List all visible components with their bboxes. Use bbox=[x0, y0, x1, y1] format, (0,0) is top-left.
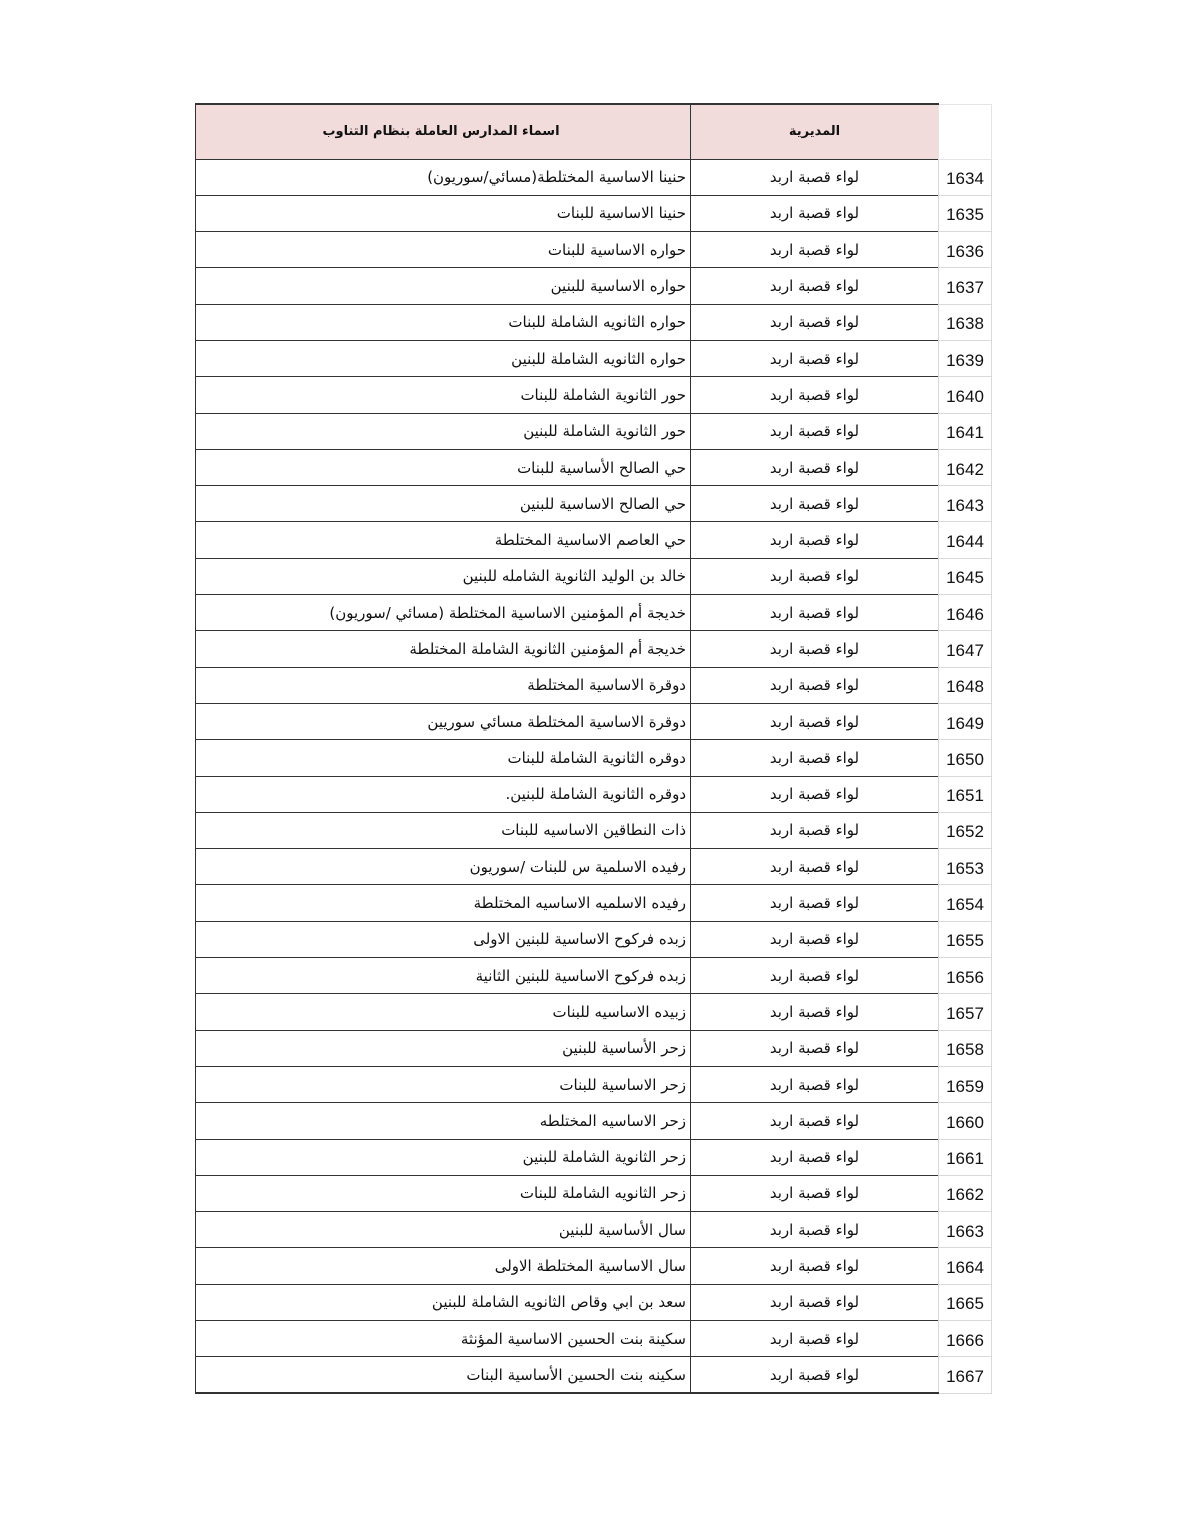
header-school-name: اسماء المدارس العاملة بنظام التناوب bbox=[196, 104, 691, 159]
school-name-cell: حي الصالح الاساسية للبنين bbox=[196, 486, 691, 522]
directorate-cell: لواء قصبة اربد bbox=[691, 195, 939, 231]
row-number: 1642 bbox=[939, 449, 992, 485]
directorate-cell: لواء قصبة اربد bbox=[691, 703, 939, 739]
school-name-cell: خديجة أم المؤمنين الثانوية الشاملة المختلطة bbox=[196, 631, 691, 667]
table-row bbox=[196, 740, 992, 776]
row-number: 1653 bbox=[939, 849, 992, 885]
row-number: 1658 bbox=[939, 1030, 992, 1066]
header-number bbox=[939, 104, 992, 159]
row-number: 1644 bbox=[939, 522, 992, 558]
school-name-cell: حي الصالح الأساسية للبنات bbox=[196, 449, 691, 485]
table-body bbox=[196, 159, 992, 1393]
school-name-cell: دوقره الثانوية الشاملة للبنات bbox=[196, 740, 691, 776]
table-row bbox=[196, 195, 992, 231]
school-name-cell: زبيده الاساسيه للبنات bbox=[196, 994, 691, 1030]
school-name-cell: زحر الاساسية للبنات bbox=[196, 1066, 691, 1102]
row-number: 1641 bbox=[939, 413, 992, 449]
school-name-cell: رفيده الاسلمية س للبنات /سوريون bbox=[196, 849, 691, 885]
school-name-cell: حواره الاساسية للبنين bbox=[196, 268, 691, 304]
row-number: 1634 bbox=[939, 159, 992, 195]
school-name-cell: حور الثانوية الشاملة للبنات bbox=[196, 377, 691, 413]
directorate-cell: لواء قصبة اربد bbox=[691, 1066, 939, 1102]
header-directorate: المديرية bbox=[691, 104, 939, 159]
directorate-cell: لواء قصبة اربد bbox=[691, 667, 939, 703]
row-number: 1640 bbox=[939, 377, 992, 413]
table-row bbox=[196, 522, 992, 558]
school-name-cell: حواره الثانويه الشاملة للبنين bbox=[196, 340, 691, 376]
table-row bbox=[196, 1030, 992, 1066]
school-name-cell: دوقره الثانوية الشاملة للبنين. bbox=[196, 776, 691, 812]
directorate-cell: لواء قصبة اربد bbox=[691, 522, 939, 558]
row-number: 1637 bbox=[939, 268, 992, 304]
directorate-cell: لواء قصبة اربد bbox=[691, 304, 939, 340]
directorate-cell: لواء قصبة اربد bbox=[691, 1248, 939, 1284]
table-row bbox=[196, 776, 992, 812]
table-row bbox=[196, 667, 992, 703]
school-name-cell: خالد بن الوليد الثانوية الشامله للبنين bbox=[196, 558, 691, 594]
directorate-cell: لواء قصبة اربد bbox=[691, 232, 939, 268]
row-number: 1654 bbox=[939, 885, 992, 921]
table-row bbox=[196, 885, 992, 921]
row-number: 1649 bbox=[939, 703, 992, 739]
row-number: 1660 bbox=[939, 1103, 992, 1139]
table-row bbox=[196, 1248, 992, 1284]
table-row bbox=[196, 1139, 992, 1175]
table-row bbox=[196, 703, 992, 739]
directorate-cell: لواء قصبة اربد bbox=[691, 849, 939, 885]
row-number: 1639 bbox=[939, 340, 992, 376]
directorate-cell: لواء قصبة اربد bbox=[691, 413, 939, 449]
table-row bbox=[196, 1175, 992, 1211]
directorate-cell: لواء قصبة اربد bbox=[691, 268, 939, 304]
row-number: 1647 bbox=[939, 631, 992, 667]
school-name-cell: حواره الثانويه الشاملة للبنات bbox=[196, 304, 691, 340]
directorate-cell: لواء قصبة اربد bbox=[691, 958, 939, 994]
school-name-cell: زحر الثانويه الشاملة للبنات bbox=[196, 1175, 691, 1211]
table-row bbox=[196, 1066, 992, 1102]
table-row bbox=[196, 994, 992, 1030]
table-row bbox=[196, 1103, 992, 1139]
school-name-cell: دوقرة الاساسية المختلطة مسائي سوريين bbox=[196, 703, 691, 739]
row-number: 1664 bbox=[939, 1248, 992, 1284]
row-number: 1651 bbox=[939, 776, 992, 812]
table-row bbox=[196, 486, 992, 522]
table-row bbox=[196, 558, 992, 594]
row-number: 1652 bbox=[939, 812, 992, 848]
table-row bbox=[196, 268, 992, 304]
school-name-cell: حواره الاساسية للبنات bbox=[196, 232, 691, 268]
directorate-cell: لواء قصبة اربد bbox=[691, 1175, 939, 1211]
directorate-cell: لواء قصبة اربد bbox=[691, 377, 939, 413]
directorate-cell: لواء قصبة اربد bbox=[691, 740, 939, 776]
directorate-cell: لواء قصبة اربد bbox=[691, 1284, 939, 1320]
table-row bbox=[196, 377, 992, 413]
table-row bbox=[196, 849, 992, 885]
school-name-cell: سال الأساسية للبنين bbox=[196, 1212, 691, 1248]
school-name-cell: زحر الثانوية الشاملة للبنين bbox=[196, 1139, 691, 1175]
table-row bbox=[196, 921, 992, 957]
directorate-cell: لواء قصبة اربد bbox=[691, 1321, 939, 1357]
row-number: 1662 bbox=[939, 1175, 992, 1211]
row-number: 1643 bbox=[939, 486, 992, 522]
row-number: 1636 bbox=[939, 232, 992, 268]
directorate-cell: لواء قصبة اربد bbox=[691, 776, 939, 812]
table-row bbox=[196, 595, 992, 631]
row-number: 1659 bbox=[939, 1066, 992, 1102]
table-row bbox=[196, 340, 992, 376]
school-name-cell: ذات النطاقين الاساسيه للبنات bbox=[196, 812, 691, 848]
table-row bbox=[196, 413, 992, 449]
row-number: 1645 bbox=[939, 558, 992, 594]
school-name-cell: سكينة بنت الحسين الاساسية المؤنثة bbox=[196, 1321, 691, 1357]
table-row bbox=[196, 232, 992, 268]
school-name-cell: زحر الأساسية للبنين bbox=[196, 1030, 691, 1066]
row-number: 1635 bbox=[939, 195, 992, 231]
school-name-cell: رفيده الاسلميه الاساسيه المختلطة bbox=[196, 885, 691, 921]
directorate-cell: لواء قصبة اربد bbox=[691, 1139, 939, 1175]
school-name-cell: حنينا الاساسية المختلطة(مسائي/سوريون) bbox=[196, 159, 691, 195]
row-number: 1650 bbox=[939, 740, 992, 776]
row-number: 1663 bbox=[939, 1212, 992, 1248]
school-name-cell: حور الثانوية الشاملة للبنين bbox=[196, 413, 691, 449]
table-row bbox=[196, 1321, 992, 1357]
row-number: 1646 bbox=[939, 595, 992, 631]
row-number: 1648 bbox=[939, 667, 992, 703]
schools-table bbox=[195, 103, 992, 1394]
school-name-cell: سال الاساسية المختلطة الاولى bbox=[196, 1248, 691, 1284]
directorate-cell: لواء قصبة اربد bbox=[691, 631, 939, 667]
directorate-cell: لواء قصبة اربد bbox=[691, 486, 939, 522]
row-number: 1638 bbox=[939, 304, 992, 340]
school-name-cell: زبده فركوح الاساسية للبنين الاولى bbox=[196, 921, 691, 957]
school-name-cell: سعد بن ابي وقاص الثانويه الشاملة للبنين bbox=[196, 1284, 691, 1320]
table-row bbox=[196, 159, 992, 195]
school-name-cell: حنينا الاساسية للبنات bbox=[196, 195, 691, 231]
table-row bbox=[196, 958, 992, 994]
row-number: 1666 bbox=[939, 1321, 992, 1357]
directorate-cell: لواء قصبة اربد bbox=[691, 885, 939, 921]
school-name-cell: دوقرة الاساسية المختلطة bbox=[196, 667, 691, 703]
directorate-cell: لواء قصبة اربد bbox=[691, 1212, 939, 1248]
row-number: 1656 bbox=[939, 958, 992, 994]
table-row bbox=[196, 1357, 992, 1393]
table-row bbox=[196, 304, 992, 340]
row-number: 1667 bbox=[939, 1357, 992, 1393]
school-name-cell: حي العاصم الاساسية المختلطة bbox=[196, 522, 691, 558]
table-row bbox=[196, 631, 992, 667]
directorate-cell: لواء قصبة اربد bbox=[691, 1357, 939, 1393]
directorate-cell: لواء قصبة اربد bbox=[691, 1030, 939, 1066]
school-name-cell: زحر الاساسيه المختلطه bbox=[196, 1103, 691, 1139]
row-number: 1655 bbox=[939, 921, 992, 957]
school-name-cell: زبده فركوح الاساسية للبنين الثانية bbox=[196, 958, 691, 994]
directorate-cell: لواء قصبة اربد bbox=[691, 1103, 939, 1139]
directorate-cell: لواء قصبة اربد bbox=[691, 449, 939, 485]
row-number: 1657 bbox=[939, 994, 992, 1030]
directorate-cell: لواء قصبة اربد bbox=[691, 159, 939, 195]
row-number: 1665 bbox=[939, 1284, 992, 1320]
table-row bbox=[196, 812, 992, 848]
directorate-cell: لواء قصبة اربد bbox=[691, 994, 939, 1030]
directorate-cell: لواء قصبة اربد bbox=[691, 812, 939, 848]
table-row bbox=[196, 1284, 992, 1320]
directorate-cell: لواء قصبة اربد bbox=[691, 921, 939, 957]
directorate-cell: لواء قصبة اربد bbox=[691, 558, 939, 594]
school-name-cell: خديجة أم المؤمنين الاساسية المختلطة (مسائي /سوريون) bbox=[196, 595, 691, 631]
table-row bbox=[196, 449, 992, 485]
directorate-cell: لواء قصبة اربد bbox=[691, 595, 939, 631]
school-name-cell: سكينه بنت الحسين الأساسية البنات bbox=[196, 1357, 691, 1393]
directorate-cell: لواء قصبة اربد bbox=[691, 340, 939, 376]
table-row bbox=[196, 1212, 992, 1248]
table-header-row bbox=[196, 104, 992, 159]
row-number: 1661 bbox=[939, 1139, 992, 1175]
